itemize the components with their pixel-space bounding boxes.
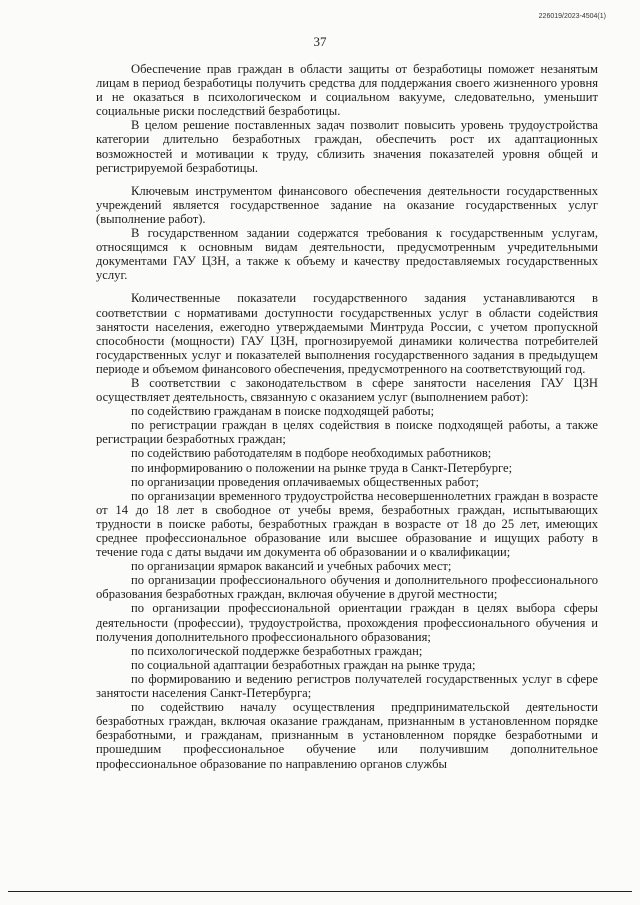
paragraph-state-assignment: В государственном задании содержатся требования к государственным услугам, относящимся к основным видам деятельности, предусмотренным учредительными документами ГАУ ЦЗН, а также к объему и качеству предоставляемых государственных услуг.	[96, 226, 598, 283]
page-bottom-rule	[8, 891, 632, 892]
list-item-career-guidance: по организации профессиональной ориентации граждан в целях выбора сферы деятельности (профессии), трудоустройства, прохождения профессионального обучения и получения дополнительного профессионального образования;	[96, 601, 598, 644]
list-item-social-adaptation: по социальной адаптации безработных граждан на рынке труда;	[131, 657, 476, 672]
paragraph-quantitative-indicators: Количественные показатели государственного задания устанавливаются в соответствии с нормативами доступности государственных услуг в области содействия занятости населения, ежегодно утверждаемыми Минтруда России, с учетом пропускной способности (мощности) ГАУ ЦЗН, прогнозируемой динамики количества потребителей государственных услуг и показателей выполнения государственного задания в предыдущем периоде и объемом финансового обеспечения, предусмотренного на соответствующий год.	[96, 291, 598, 376]
document-body	[96, 62, 598, 771]
list-item-employer-selection: по содействию работодателям в подборе необходимых работников;	[131, 446, 492, 461]
paragraph-key-instrument: Ключевым инструментом финансового обеспечения деятельности государственных учреждений является государственное задание на оказание государственных услуг (выполнение работ).	[96, 183, 598, 226]
list-item-registration: по регистрации граждан в целях содействия в поиске подходящей работы, а также регистрации безработных граждан;	[96, 418, 598, 447]
document-registration-number: 226019/2023-4504(1)	[538, 13, 606, 20]
list-item-vocational-training: по организации профессионального обучения и дополнительного профессионального образования безработных граждан, включая обучение в другой местности;	[96, 573, 598, 602]
list-item-registers: по формированию и ведению регистров получателей государственных услуг в сфере занятости населения Санкт-Петербурга;	[96, 671, 598, 701]
page-number: 37	[313, 34, 327, 49]
list-item-entrepreneurship: по содействию началу осуществления предпринимательской деятельности безработных граждан, включая оказание гражданам, признанным в установленном порядке безработными, и гражданам, признанным в установленном порядке безработными и прошедшим профессиональное обучение или получившим дополнительное профессиональное образование по направлению органов службы	[96, 700, 598, 771]
list-item-psychological-support: по психологической поддержке безработных граждан;	[131, 643, 423, 658]
paragraph-tasks-result: В целом решение поставленных задач позволит повысить уровень трудоустройства категории длительно безработных граждан, обеспечить рост их адаптационных возможностей и мотивации к труду, сблизить значения показателей уровня общей и регистрируемой безработицы.	[96, 118, 598, 175]
list-item-labor-market-info: по информированию о положении на рынке труда в Санкт-Петербурге;	[131, 460, 513, 475]
list-item-job-search: по содействию гражданам в поиске подходящей работы;	[131, 404, 435, 419]
list-item-public-works: по организации проведения оплачиваемых общественных работ;	[131, 474, 479, 489]
paragraph-services-intro: В соответствии с законодательством в сфере занятости населения ГАУ ЦЗН осуществляет деятельность, связанную с оказанием услуг (выполнением работ):	[96, 375, 598, 405]
list-item-temporary-employment: по организации временного трудоустройства несовершеннолетних граждан в возрасте от 14 до 18 лет в свободное от учебы время, безработных граждан, испытывающих трудности в поиске работы, безработных граждан в возрасте от 18 до 25 лет, имеющих среднее профессиональное образование или высшее образование и ищущих работу в течение года с даты выдачи им документа об образовании и о квалификации;	[96, 488, 598, 560]
list-item-job-fairs: по организации ярмарок вакансий и учебных рабочих мест;	[131, 559, 452, 574]
paragraph-unemployment-protection: Обеспечение прав граждан в области защиты от безработицы поможет незанятым лицам в период безработицы получить средства для поддержания своего жизненного уровня и не оказаться в психологическом и социальном вакууме, следовательно, уменьшит социальные риски последствий безработицы.	[96, 62, 598, 119]
